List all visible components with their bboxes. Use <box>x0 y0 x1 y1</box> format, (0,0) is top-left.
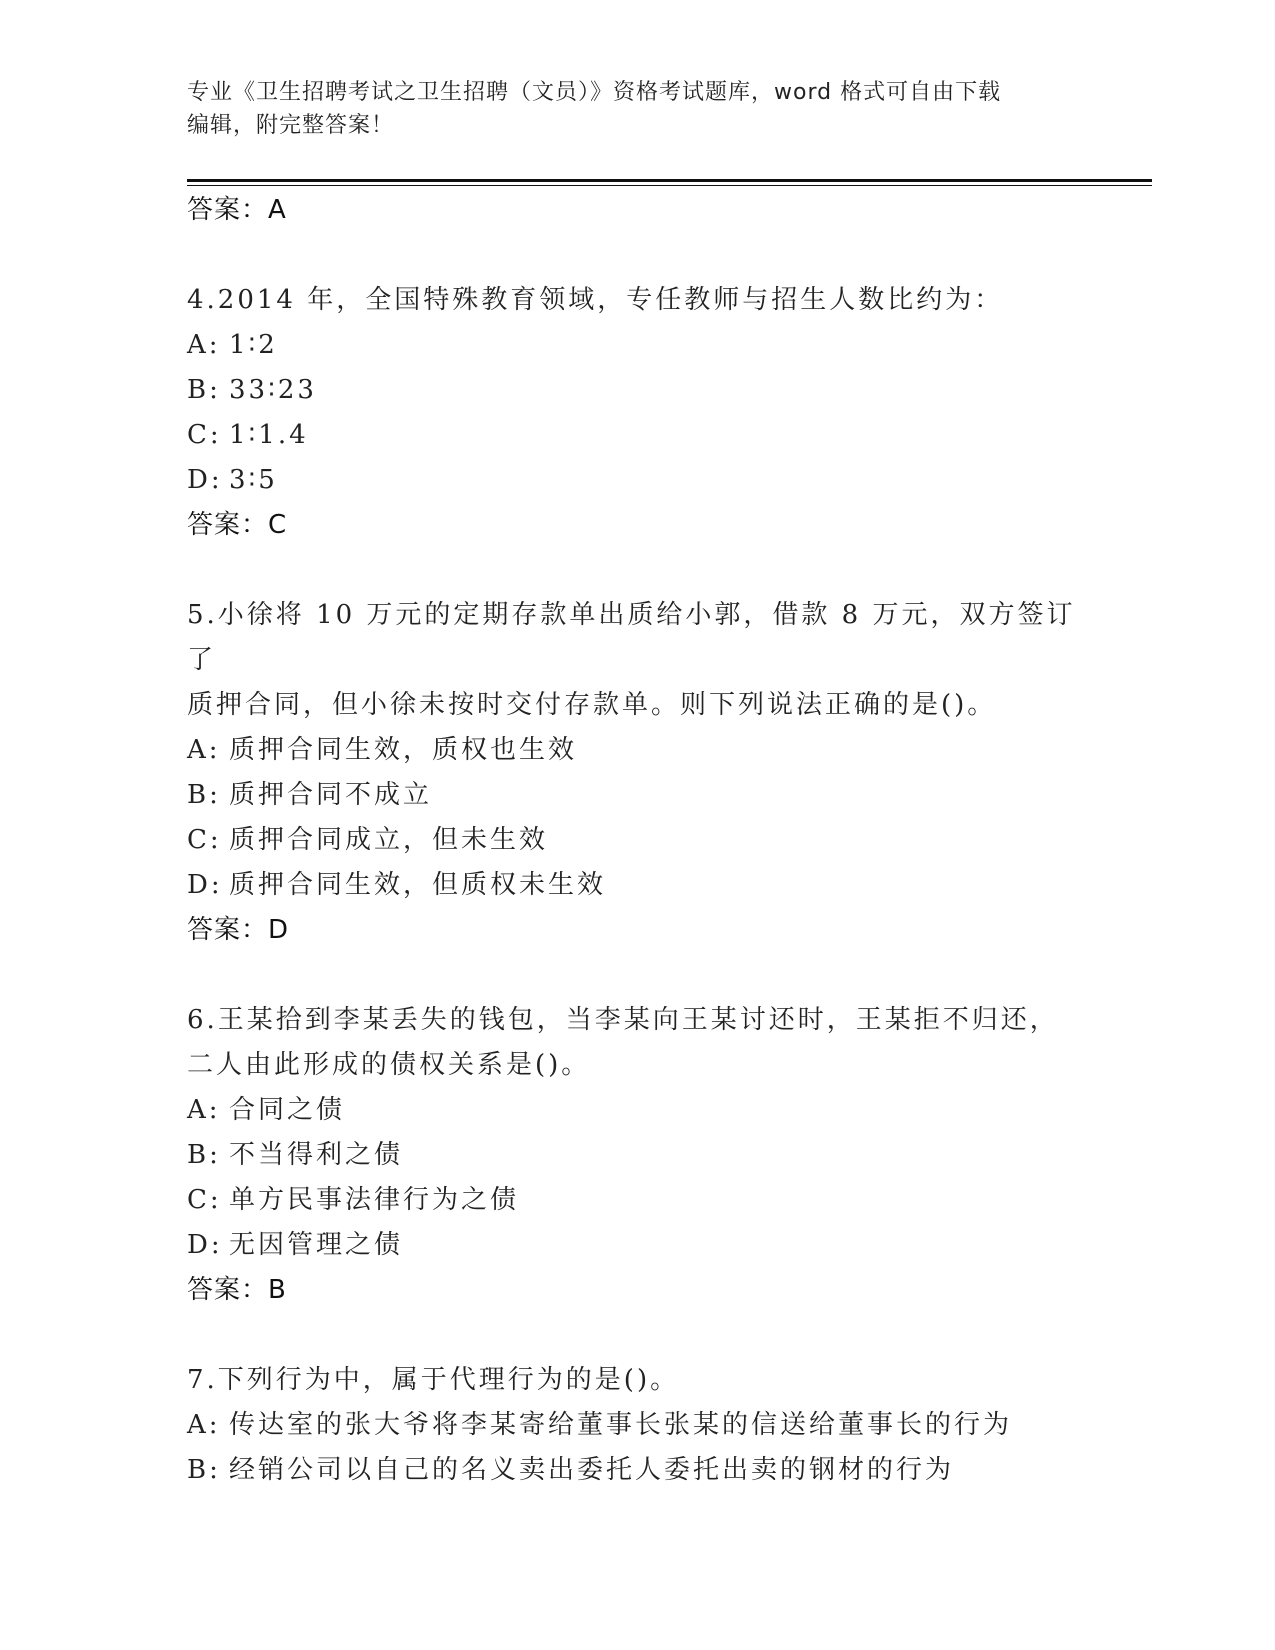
option-d <box>187 458 1087 503</box>
question-list <box>187 188 1087 1493</box>
option-d <box>187 1223 1087 1268</box>
option-a <box>187 1088 1087 1133</box>
header-line-2: 编辑，附完整答案！ <box>187 113 395 138</box>
page-header <box>187 76 1087 142</box>
option-text: 传达室的张大爷将李某寄给董事长张某的信送给董事长的行为 <box>229 1410 1013 1440</box>
option-text: 不当得利之债 <box>229 1140 404 1170</box>
option-b <box>187 773 1087 818</box>
option-letter: D: <box>187 1230 223 1260</box>
question-text: 4.2014 年，全国特殊教育领域，专任教师与招生人数比约为： <box>187 285 1004 315</box>
option-text: 质押合同成立，但未生效 <box>229 825 549 855</box>
option-b <box>187 1448 1087 1493</box>
option-text: 经销公司以自己的名义卖出委托人委托出卖的钢材的行为 <box>229 1455 955 1485</box>
answer-label: 答案：D <box>187 915 290 945</box>
previous-answer: 答案：A <box>187 195 287 225</box>
option-letter: A: <box>187 330 221 360</box>
question-6 <box>187 998 1087 1312</box>
header-divider-thick <box>187 179 1152 182</box>
option-text: 单方民事法律行为之债 <box>229 1185 520 1215</box>
header-divider-thin <box>187 185 1152 186</box>
option-letter: A: <box>187 1095 221 1125</box>
option-b <box>187 1133 1087 1178</box>
question-5 <box>187 593 1087 952</box>
option-text: 质押合同不成立 <box>229 780 433 810</box>
option-letter: D: <box>187 465 223 495</box>
option-letter: C: <box>187 420 222 450</box>
question-7 <box>187 1358 1087 1493</box>
header-line-1: 专业《卫生招聘考试之卫生招聘（文员）》资格考试题库，word 格式可自由下载 <box>187 80 1002 105</box>
option-letter: B: <box>187 1140 221 1170</box>
option-text: 质押合同生效，质权也生效 <box>229 735 578 765</box>
option-letter: C: <box>187 1185 222 1215</box>
option-letter: A: <box>187 735 221 765</box>
option-text: 33∶23 <box>229 375 317 405</box>
option-b <box>187 368 1087 413</box>
option-letter: C: <box>187 825 222 855</box>
answer-label: 答案：B <box>187 1275 287 1305</box>
answer-label: 答案：C <box>187 510 288 540</box>
option-text: 1∶2 <box>229 330 278 360</box>
option-text: 1∶1.4 <box>229 420 309 450</box>
option-letter: B: <box>187 1455 221 1485</box>
option-text: 无因管理之债 <box>229 1230 404 1260</box>
option-c <box>187 818 1087 863</box>
option-letter: B: <box>187 780 221 810</box>
question-4 <box>187 278 1087 547</box>
option-letter: D: <box>187 870 223 900</box>
question-text: 6.王某拾到李某丢失的钱包，当李某向王某讨还时，王某拒不归还， 二人由此形成的债权关系是()。 <box>187 1005 1059 1080</box>
option-text: 质押合同生效，但质权未生效 <box>229 870 607 900</box>
option-a <box>187 728 1087 773</box>
question-text: 5.小徐将 10 万元的定期存款单出质给小郭，借款 8 万元，双方签订了 质押合同，但小徐未按时交付存款单。则下列说法正确的是()。 <box>187 600 1076 720</box>
option-c <box>187 1178 1087 1223</box>
option-c <box>187 413 1087 458</box>
option-d <box>187 863 1087 908</box>
question-text: 7.下列行为中，属于代理行为的是()。 <box>187 1365 680 1395</box>
option-letter: B: <box>187 375 221 405</box>
option-a <box>187 323 1087 368</box>
option-letter: A: <box>187 1410 221 1440</box>
option-a <box>187 1403 1087 1448</box>
option-text: 3∶5 <box>229 465 278 495</box>
option-text: 合同之债 <box>229 1095 346 1125</box>
